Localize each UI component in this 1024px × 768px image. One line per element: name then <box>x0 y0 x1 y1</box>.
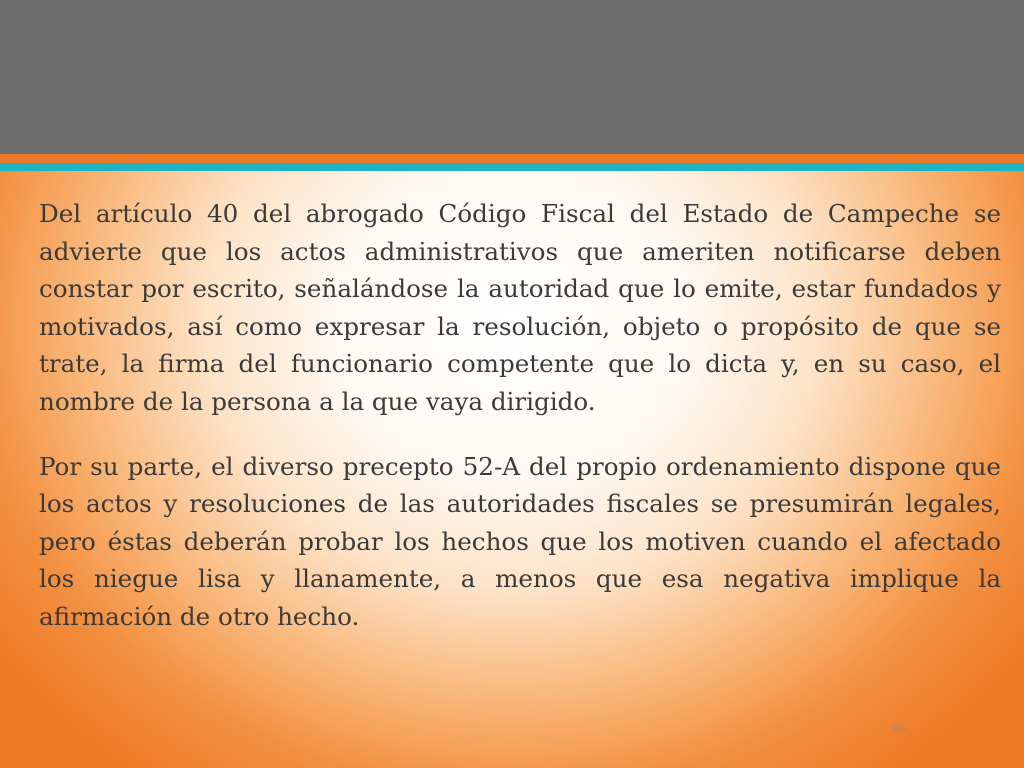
paragraph-article-52a: Por su parte, el diverso precepto 52-A del propio ordenamiento dispone que los actos y resoluciones de las autoridades fiscales se presumirán legales, pero éstas deberán probar los hechos que los motiven cuando el afectado los niegue lisa y llanamente, a menos que esa negativa implique la afirmación de otro hecho. <box>39 451 1001 631</box>
header-band <box>0 0 1024 154</box>
slide-body <box>39 195 1001 663</box>
paragraph-article-40: Del artículo 40 del abrogado Código Fiscal del Estado de Campeche se advierte que los actos administrativos que ameriten notificarse deben constar por escrito, señalándose la autoridad que lo emite, estar fundados y motivados, así como expresar la resolución, objeto o propósito de que se trate, la firma del funcionario competente que lo dicta y, en su caso, el nombre de la persona a la que vaya dirigido. <box>39 199 1001 416</box>
slide-number: 66 <box>893 724 907 735</box>
accent-stripe-teal <box>0 163 1024 171</box>
accent-stripe-orange <box>0 154 1024 163</box>
